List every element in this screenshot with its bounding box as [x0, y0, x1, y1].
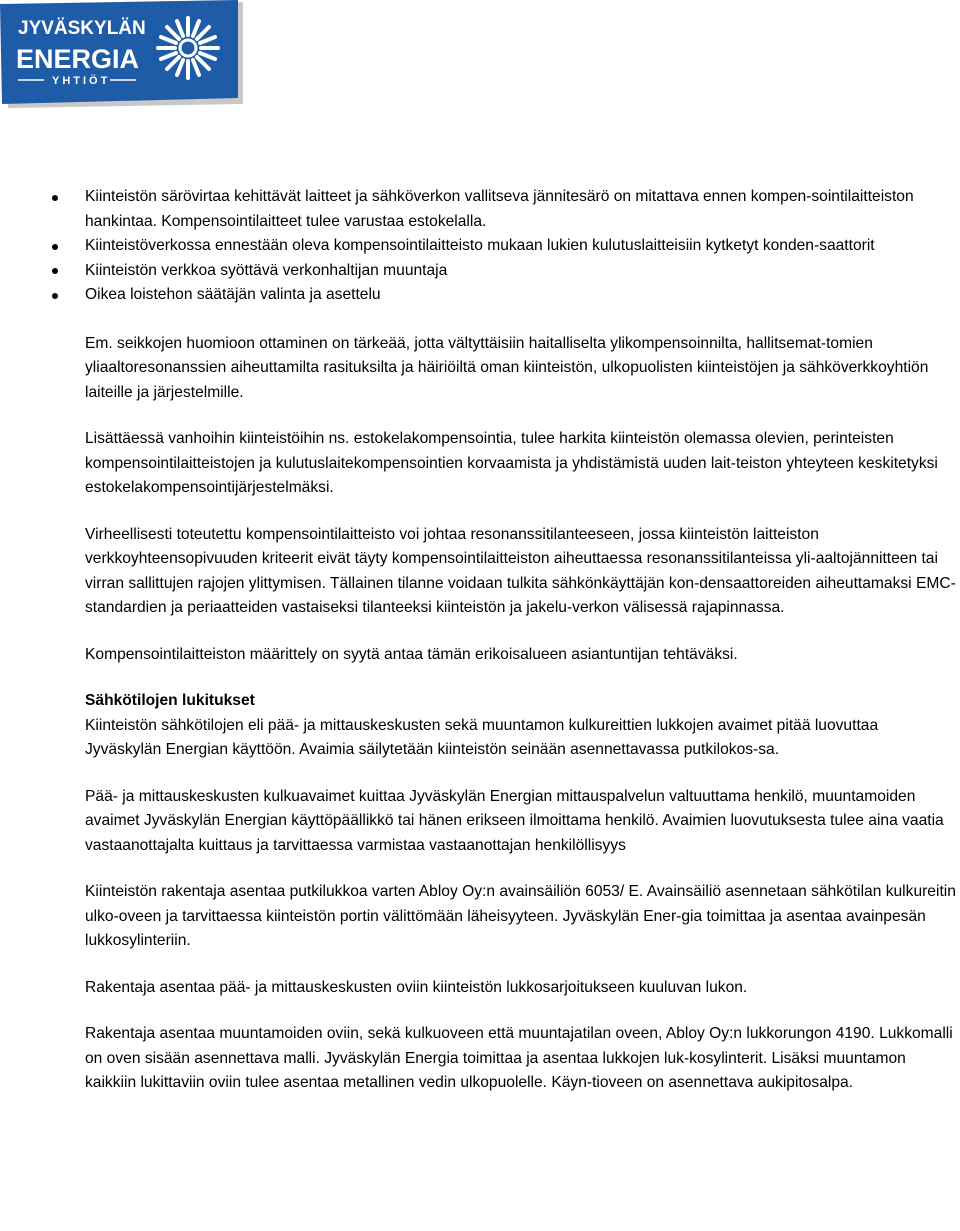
paragraph: Rakentaja asentaa pää- ja mittauskeskusten oviin kiinteistön lukkosarjoitukseen kuuluvan lukon.	[85, 978, 748, 996]
logo-graphic	[0, 0, 246, 110]
bullet-list	[85, 185, 957, 308]
paragraph: Virheellisesti toteutettu kompensointilaitteisto voi johtaa resonanssitilanteeseen, jossa kiinteistön laitteiston verkkoyhteensopivuuden kriteerit eivät täyty kompensointilaitteiston aiheuttaessa resonanssitilanteissa yli-aaltojännitteen tai virran sallittujen rajojen ylittymisen. Tällainen tilanne voidaan tulkita sähkönkäyttäjän kon-densaattoreiden aiheuttamaksi EMC-standardien ja periaatteiden vastaiseksi tilanteeksi kiinteistön ja jakelu-verkon välisessä rajapinnassa.	[85, 525, 956, 616]
logo-line3: YHTIÖT	[52, 75, 111, 87]
company-logo	[0, 0, 246, 110]
logo-line1: JYVÄSKYLÄN	[18, 18, 146, 39]
list-item	[85, 283, 957, 308]
paragraph: Kiinteistön rakentaja asentaa putkilukkoa varten Abloy Oy:n avainsäiliön 6053/ E. Avainsäiliö asennetaan sähkötilan kulkureitin ulko-oveen ja tarvittaessa kiinteistön portin välittömään läheisyyteen. Jyväskylän Ener-gia toimittaa ja asentaa avainpesän lukkosylinteriin.	[85, 883, 956, 949]
paragraph: Kiinteistön sähkötilojen eli pää- ja mittauskeskusten sekä muuntamon kulkureittien lukkojen avaimet pitää luovuttaa Jyväskylän Energian käyttöön. Avaimia säilytetään kiinteistön seinään asennettavassa putkilokos-sa.	[85, 716, 879, 758]
list-item-text: Kiinteistöverkossa ennestään oleva kompensointilaitteisto mukaan lukien kulutuslaitteisiin kytketyt konden-saattorit	[85, 237, 875, 254]
paragraph: Rakentaja asentaa muuntamoiden oviin, sekä kulkuoveen että muuntajatilan oveen, Abloy Oy:n lukkorungon 4190. Lukkomalli on oven sisään asennettava malli. Jyväskylän Energia toimittaa ja asentaa lukkojen luk-kosylinterit. Lisäksi muuntamon kaikkiin lukittaviin oviin tulee asentaa metallinen vedin ulkopuolelle. Käyn-tioveen on asennettava aukipitosalpa.	[85, 1025, 953, 1091]
list-item	[85, 185, 957, 234]
bullet-icon	[52, 268, 58, 274]
list-item	[85, 234, 957, 259]
document-body	[85, 185, 957, 1096]
list-item-text: Kiinteistön verkkoa syöttävä verkonhaltijan muuntaja	[85, 261, 448, 279]
bullet-icon	[52, 293, 58, 299]
paragraph: Em. seikkojen huomioon ottaminen on tärkeää, jotta vältyttäisiin haitalliselta ylikompensoinnilta, hallitsemat-tomien yliaaltoresonanssien aiheuttamilta rasituksilta ja häiriöiltä oman kiinteistön, ulkopuolisten kiinteistöjen ja sähköverkkoyhtiön laiteille ja järjestelmille.	[85, 334, 929, 401]
list-item-text: Kiinteistön särövirtaa kehittävät laitteet ja sähköverkon vallitseva jännitesärö on mitattava ennen kompen-sointilaitteiston hankintaa. Kompensointilaitteet tulee varustaa estokelalla.	[85, 188, 914, 230]
paragraph: Lisättäessä vanhoihin kiinteistöihin ns. estokelakompensointia, tulee harkita kiinteistön olemassa olevien, perinteisten kompensointilaitteistojen ja kulutuslaitekompensointien korvaamista ja yhdistämistä uuden lait-teiston yhteyteen keskitetyksi estokelakompensointijärjestelmäksi.	[85, 430, 938, 496]
list-item	[85, 259, 957, 284]
list-item-text: Oikea loistehon säätäjän valinta ja asettelu	[85, 286, 381, 303]
paragraph: Pää- ja mittauskeskusten kulkuavaimet kuittaa Jyväskylän Energian mittauspalvelun valtuuttama henkilö, muuntamoiden avaimet Jyväskylän Energian käyttöpäällikkö tai hänen erikseen ilmoittama henkilö. Avaimien luovutuksesta tulee aina vaatia vastaanottajalta kuittaus ja tarvittaessa varmistaa vastaanottajan henkilöllisyys	[85, 787, 944, 854]
bullet-icon	[52, 195, 58, 201]
bullet-icon	[52, 244, 58, 250]
paragraph: Kompensointilaitteiston määrittely on syytä antaa tämän erikoisalueen asiantuntijan tehtäväksi.	[85, 645, 738, 663]
logo-line2: ENERGIA	[16, 44, 140, 74]
section-heading: Sähkötilojen lukitukset	[85, 692, 255, 709]
